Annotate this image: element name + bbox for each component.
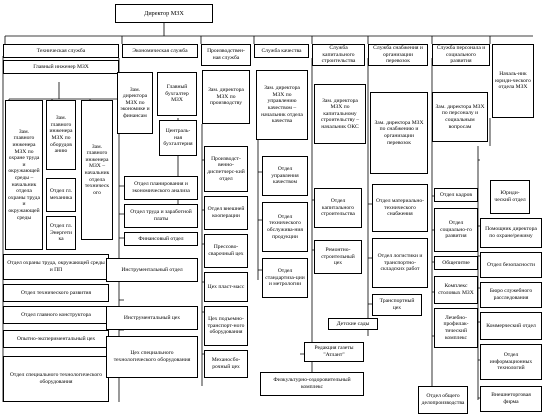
catering-box bbox=[434, 256, 478, 270]
director-box bbox=[115, 4, 213, 23]
material-supply-dept-label: Отдел материально-технического снабжения bbox=[375, 198, 424, 218]
tool-shop-label: Инструментальный цех bbox=[123, 314, 181, 321]
tech-dev-dept-box bbox=[3, 284, 109, 302]
deputy-personnel-label: Зам. директора МЗХ по персоналу и социальным вопросам bbox=[435, 103, 485, 130]
security-dept-box bbox=[480, 252, 542, 278]
quality-mgmt-dept-label: Отдел управления качеством bbox=[271, 166, 299, 186]
economic-service-header bbox=[122, 44, 198, 58]
kindergartens-box bbox=[328, 318, 378, 330]
deputy-labor-env-label: Зам. главного инженера МЗХ по охране труда и окружающей среды – начальник отдела охраны труда и окружающей среды bbox=[8, 128, 40, 221]
planning-dept-label: Отдел планирования и экономического анализа bbox=[132, 181, 190, 194]
special-equipment-shop-label: Цех специального технологического оборудования bbox=[113, 350, 191, 363]
supply-service-label: Служба снабжения и организации перевозок bbox=[373, 45, 423, 65]
labor-env-dept-box bbox=[3, 254, 109, 280]
deputy-economics-label: Зам. директора МЗХ по экономике и финансам bbox=[120, 86, 150, 119]
catering-label: Общепитие bbox=[442, 259, 470, 266]
economic-service-label: Экономическая служба bbox=[132, 47, 188, 54]
special-equipment-dept-box bbox=[3, 356, 109, 402]
experimental-shop-label: Опытно-экспериментальный цех bbox=[16, 335, 96, 342]
head-legal-label: Началь-ник юриди-ческого отдела МЗХ bbox=[495, 71, 531, 91]
mech-assembly-shop-box bbox=[204, 350, 248, 378]
tech-service-dept-box bbox=[262, 202, 308, 252]
tech-service-dept-label: Отдел технического обслужива-ния продукции bbox=[267, 213, 303, 240]
medical-complex-label: Лечебно-профилак-тический комплекс bbox=[443, 314, 469, 341]
deputy-supply-label: Зам. директора МЗХ по снабжению и организации перевозок bbox=[374, 119, 424, 146]
quality-mgmt-dept-box bbox=[262, 156, 308, 196]
commercial-dept-label: Коммерческий отдел bbox=[486, 322, 536, 329]
dispatch-dept-box bbox=[204, 146, 248, 192]
chief-designer-dept-box bbox=[3, 306, 109, 324]
finance-dept-label: Финансовый отдел bbox=[138, 235, 184, 242]
sports-complex-box bbox=[260, 372, 364, 396]
deputy-production-label: Зам. директора МЗХ по производству bbox=[208, 87, 244, 107]
social-dev-dept-box bbox=[434, 208, 478, 252]
repair-construction-shop-box bbox=[314, 240, 362, 274]
canteen-complex-label: Комплекс столовых МЗХ bbox=[438, 283, 474, 296]
personnel-service-header bbox=[432, 44, 490, 66]
investigations-bureau-label: Бюро служебного расследования bbox=[489, 288, 533, 301]
general-office-dept-box bbox=[418, 386, 468, 414]
director-label: Директор МЗХ bbox=[144, 9, 184, 17]
planning-dept-box bbox=[124, 176, 198, 200]
production-service-header bbox=[201, 44, 251, 66]
dispatch-dept-label: Производст-венно-диспетчерс-кий отдел bbox=[207, 155, 245, 182]
deputy-technical-box bbox=[81, 100, 113, 240]
labor-wages-dept-box bbox=[124, 204, 198, 228]
tool-dept-box bbox=[106, 258, 198, 282]
kindergartens-label: Детские сады bbox=[336, 320, 370, 327]
quality-service-header bbox=[254, 44, 309, 58]
assistant-director-box bbox=[480, 218, 542, 248]
chief-energy-box bbox=[46, 216, 76, 250]
deputy-equipment-label: Зам. главного инженера МЗХ по оборудованию bbox=[49, 115, 73, 155]
deputy-production-box bbox=[202, 70, 250, 124]
deputy-technical-label: Зам. главного инженера МЗХ – начальник отдела технического bbox=[84, 143, 110, 196]
newspaper-box bbox=[304, 342, 364, 362]
deputy-quality-label: Зам. директора МЗХ по управлению качеством – начальник отдела качества bbox=[261, 85, 303, 125]
special-equipment-shop-box bbox=[106, 336, 198, 378]
construction-service-label: Служба капитального строительства bbox=[321, 45, 356, 65]
construction-service-header bbox=[312, 44, 365, 66]
cooperation-dept-label: Отдел внешней кооперации bbox=[207, 206, 245, 219]
standardization-dept-box bbox=[262, 258, 308, 298]
supply-service-header bbox=[368, 44, 428, 66]
foreign-trade-box bbox=[480, 386, 542, 412]
canteen-complex-box bbox=[434, 276, 478, 304]
hr-dept-box bbox=[434, 188, 478, 202]
technical-service-label: Техническая служба bbox=[36, 47, 86, 54]
chief-mechanic-box bbox=[46, 178, 76, 212]
capital-construction-dept-label: Отдел капитального строительства bbox=[321, 198, 355, 218]
legal-dept-label: Юриди-ческий отдел bbox=[494, 190, 526, 203]
security-dept-label: Отдел безопасности bbox=[486, 261, 536, 268]
head-legal-box bbox=[492, 44, 534, 118]
foreign-trade-label: Внешнеторговая фирма bbox=[491, 392, 531, 405]
personnel-service-label: Служба персонала и социального развития bbox=[436, 45, 486, 65]
lifting-transport-shop-box bbox=[204, 306, 248, 346]
newspaper-label: Редакция газеты "Атлант" bbox=[314, 345, 354, 358]
deputy-personnel-box bbox=[432, 92, 488, 142]
logistics-dept-label: Отдел логистики и транспортно-складских работ bbox=[377, 253, 423, 273]
deputy-equipment-box bbox=[46, 100, 76, 170]
deputy-construction-label: Зам. директора МЗХ по капитальному строительству – начальник ОКС bbox=[320, 97, 360, 130]
social-dev-dept-label: Отдел социально-го развития bbox=[440, 220, 472, 240]
investigations-bureau-box bbox=[480, 282, 542, 308]
deputy-labor-env-box bbox=[5, 100, 43, 250]
plastic-shop-box bbox=[204, 272, 248, 302]
quality-service-label: Служба качества bbox=[261, 47, 302, 54]
hr-dept-label: Отдел кадров bbox=[439, 191, 473, 198]
experimental-shop-box bbox=[3, 330, 109, 348]
press-welding-shop-label: Прессово-сварочный цех bbox=[208, 244, 244, 257]
cooperation-dept-box bbox=[204, 196, 248, 230]
repair-construction-shop-label: Ремонтно-строительный цех bbox=[321, 247, 355, 267]
it-dept-label: Отдел информационных технологий bbox=[489, 352, 533, 372]
deputy-economics-box bbox=[117, 72, 153, 134]
central-accounting-label: Централь-ная бухгалтерия bbox=[163, 128, 193, 148]
chief-designer-dept-label: Отдел главного конструктора bbox=[21, 311, 91, 318]
chief-engineer-box bbox=[3, 60, 119, 74]
chief-engineer-label: Главный инженер МЗХ bbox=[33, 63, 89, 70]
technical-service-header bbox=[3, 44, 119, 58]
sports-complex-label: Физкультурно-оздоровительный комплекс bbox=[273, 377, 351, 390]
it-dept-box bbox=[480, 344, 542, 380]
press-welding-shop-box bbox=[204, 234, 248, 268]
special-equipment-dept-label: Отдел специального технологического оборудования bbox=[9, 372, 103, 385]
chief-energy-label: Отдел гл. Энергетика bbox=[49, 223, 73, 243]
lifting-transport-shop-label: Цех подъемно-транспорт-ного оборудования bbox=[207, 316, 245, 336]
transport-shop-box bbox=[372, 294, 422, 316]
general-office-dept-label: Отдел общего делопроизводства bbox=[421, 393, 465, 406]
finance-dept-box bbox=[124, 232, 198, 246]
deputy-supply-box bbox=[370, 92, 428, 174]
chief-accountant-label: Главный бухгалтер МЗХ bbox=[165, 84, 189, 104]
transport-shop-label: Транспортный цех bbox=[379, 298, 415, 311]
tool-shop-box bbox=[106, 306, 198, 330]
logistics-dept-box bbox=[372, 238, 428, 288]
commercial-dept-box bbox=[480, 312, 542, 340]
labor-env-dept-label: Отдел охраны труда, окружающей среды и ПП bbox=[7, 260, 105, 273]
production-service-label: Производствен-ная служба bbox=[207, 48, 245, 61]
tool-dept-label: Инструментальный отдел bbox=[121, 266, 183, 273]
legal-dept-box bbox=[490, 180, 530, 214]
medical-complex-box bbox=[434, 308, 478, 348]
deputy-quality-box bbox=[256, 70, 308, 140]
mech-assembly-shop-label: Механосбо-рочный цех bbox=[211, 357, 241, 370]
deputy-construction-box bbox=[314, 84, 366, 144]
standardization-dept-label: Отдел стандартиза-ции и метрологии bbox=[265, 268, 305, 288]
chief-mechanic-label: Отдел гл. механика bbox=[49, 188, 73, 201]
labor-wages-dept-label: Отдел труда и заработной платы bbox=[130, 209, 192, 222]
chief-accountant-box bbox=[157, 72, 197, 116]
tech-dev-dept-label: Отдел технического развития bbox=[20, 289, 92, 296]
central-accounting-box bbox=[159, 120, 197, 156]
plastic-shop-label: Цех пласт-масс bbox=[207, 283, 245, 290]
material-supply-dept-box bbox=[372, 184, 428, 232]
capital-construction-dept-box bbox=[314, 188, 362, 228]
assistant-director-label: Помощник директора по охране/режиму bbox=[485, 226, 537, 239]
